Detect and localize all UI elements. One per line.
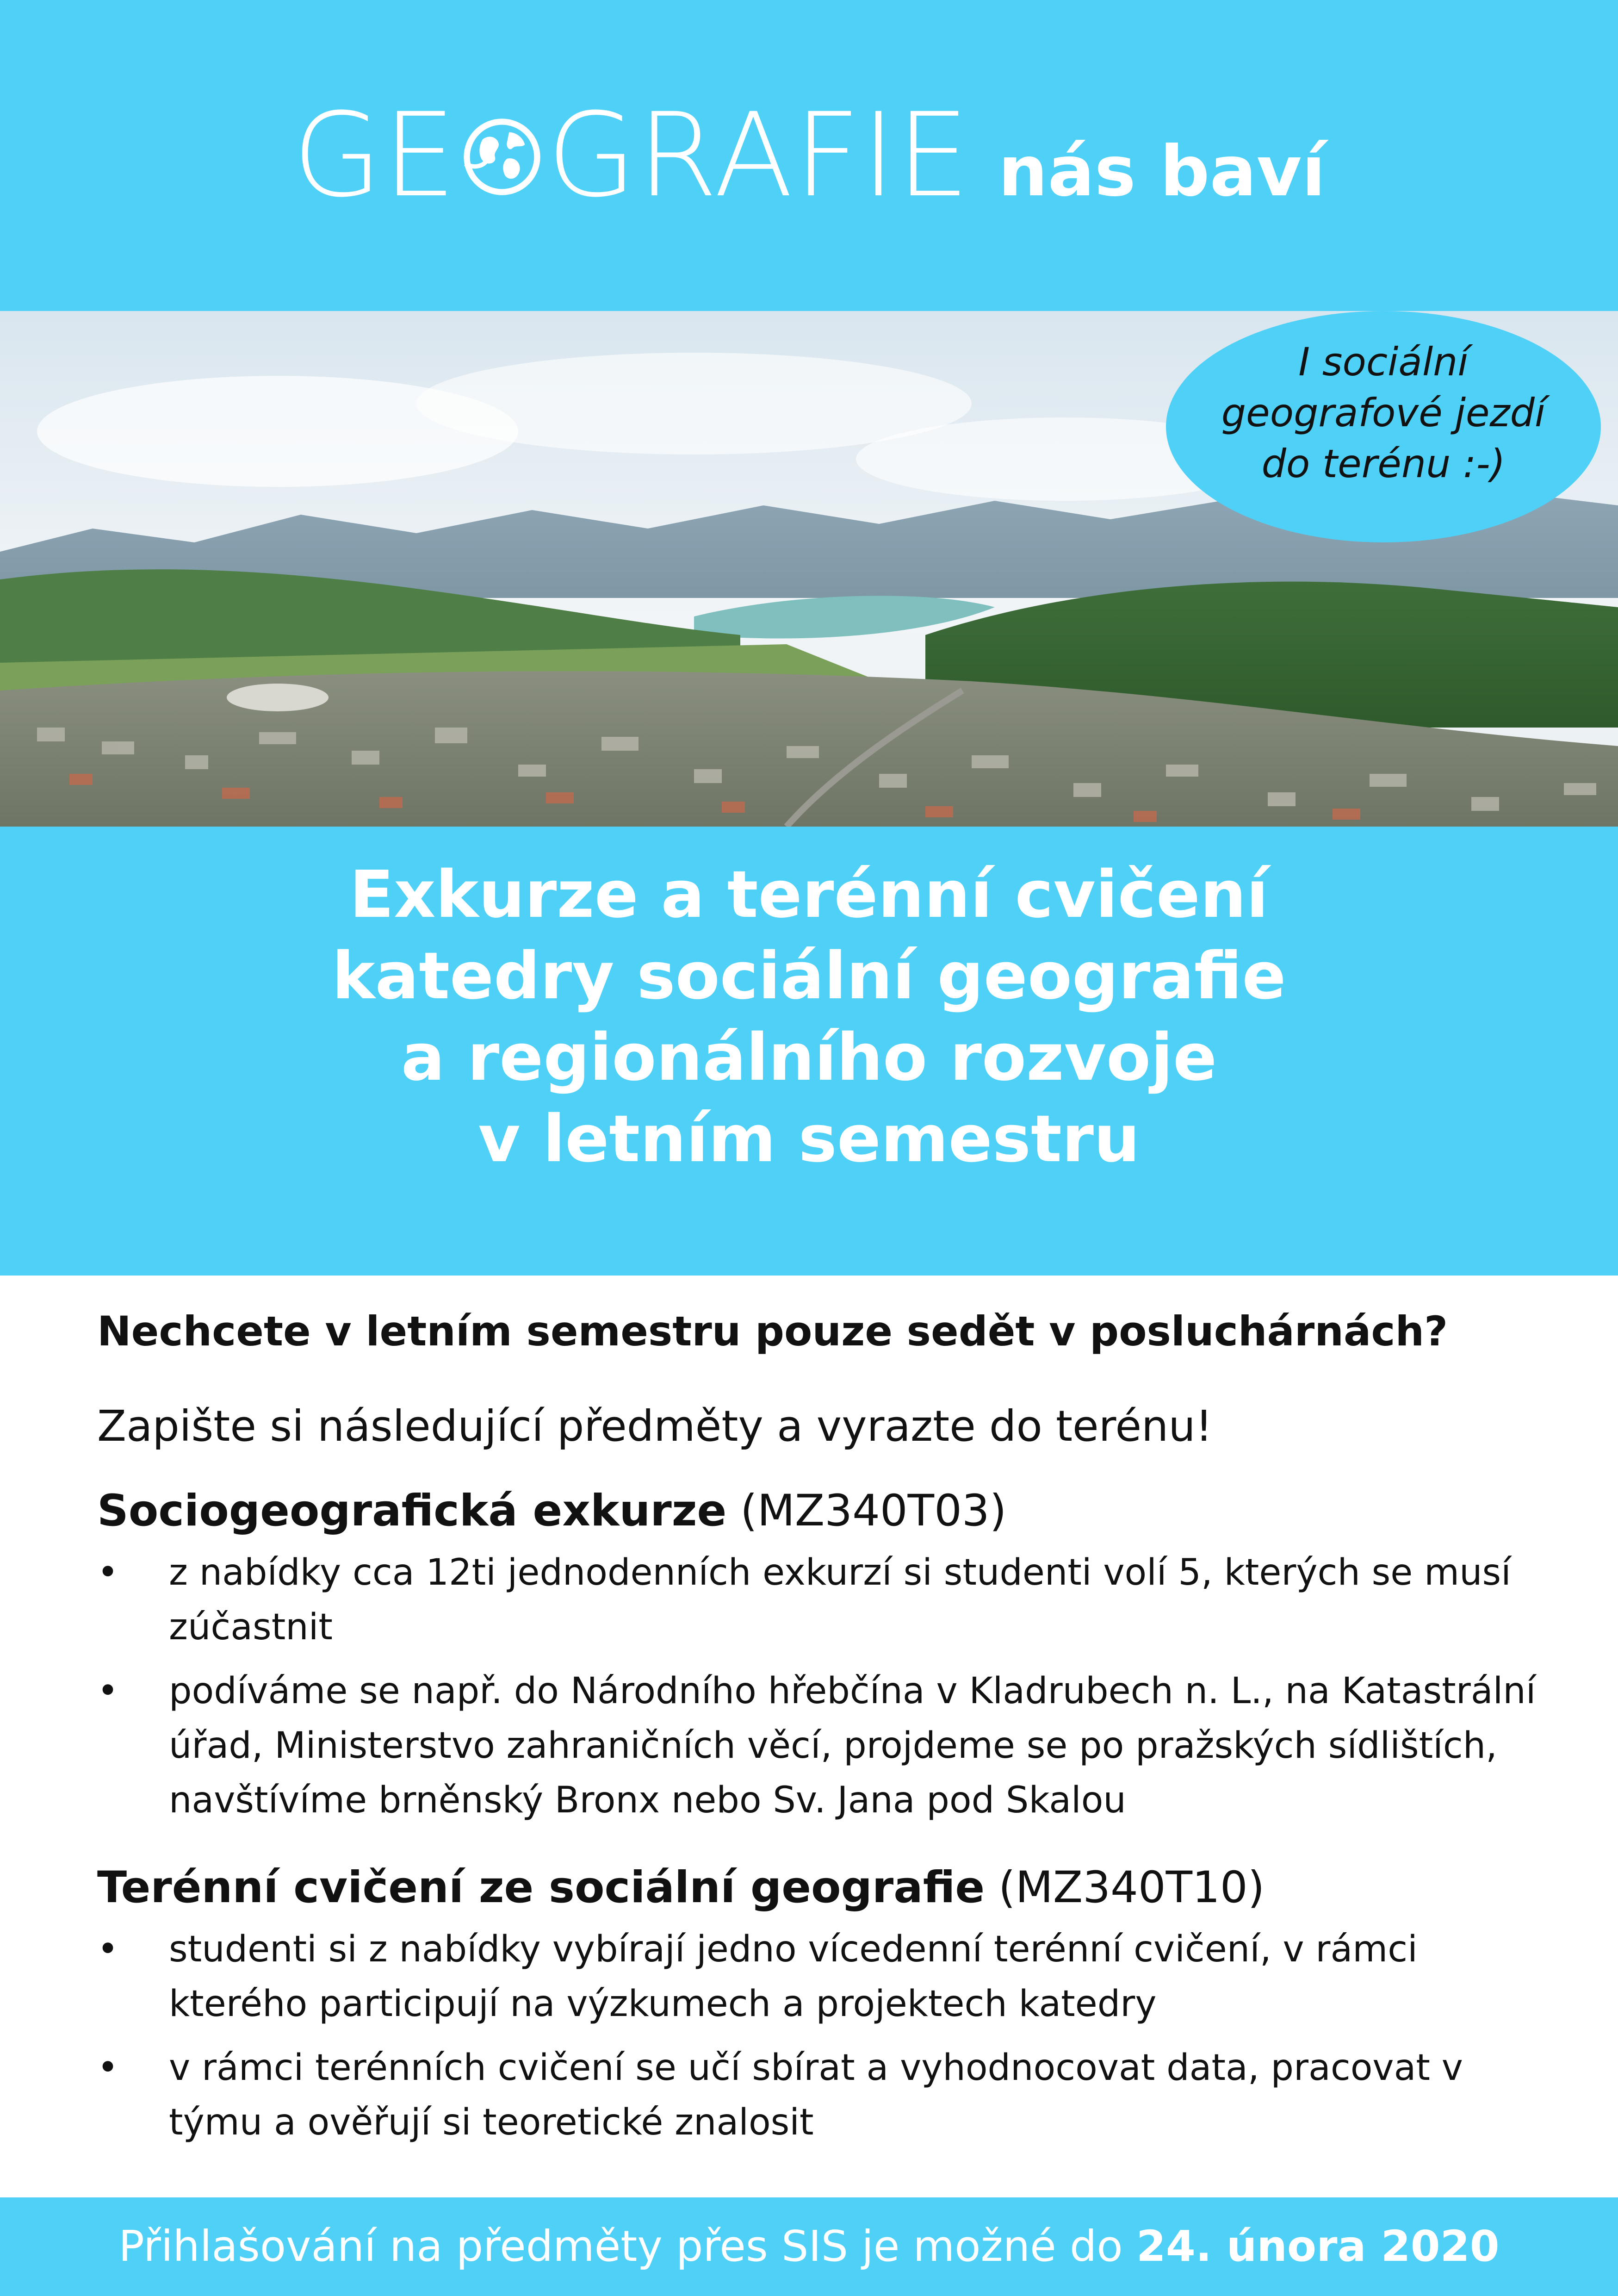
intro-call-to-action: Zapište si následující předměty a vyrazte do terénu! — [97, 1401, 1213, 1451]
list-item — [97, 1664, 1555, 1828]
title-band — [0, 827, 1618, 1276]
globe-icon — [458, 113, 546, 201]
registration-deadline — [0, 2221, 1618, 2271]
bullet-text: z nabídky cca 12ti jednodenních exkurzí si studenti volí 5, kterých se musí zúčastnit — [169, 1552, 1511, 1648]
title-line: Exkurze a terénní cvičení — [349, 857, 1269, 933]
course-bullet-list — [97, 1922, 1555, 2150]
bullet-icon: • — [97, 2047, 119, 2089]
deadline-date: 24. února 2020 — [1136, 2221, 1500, 2271]
title-line: katedry sociální geografie — [332, 939, 1286, 1014]
bubble-line: geografové jezdí — [1221, 390, 1546, 436]
page-title — [0, 854, 1618, 1180]
course-name: Terénní cvičení ze sociální geografie — [97, 1862, 985, 1913]
list-item — [97, 1545, 1555, 1655]
course-name: Sociogeografická exkurze — [97, 1486, 727, 1536]
course-code: (MZ340T10) — [998, 1862, 1265, 1913]
footer-band — [0, 2197, 1618, 2296]
bubble-line: I sociální — [1298, 339, 1469, 385]
speech-bubble — [1157, 311, 1610, 570]
intro-question: Nechcete v letním semestru pouze sedět v posluchárnách? — [97, 1307, 1448, 1355]
bullet-icon: • — [97, 1552, 119, 1593]
main-content — [97, 1307, 1555, 2159]
course-heading — [97, 1486, 1555, 1536]
list-item — [97, 2041, 1555, 2150]
bullet-icon: • — [97, 1929, 119, 1970]
bullet-text: podíváme se např. do Národního hřebčína v Kladrubech n. L., na Katastrální úřad, Ministerstvo zahraničních věcí, projdeme se po pražských sídlištích, navštívíme brněnský Bronx nebo Sv. Jana pod Skalou — [169, 1670, 1536, 1821]
list-item — [97, 1922, 1555, 2031]
logo — [0, 88, 1618, 223]
bullet-text: studenti si z nabídky vybírají jedno vícedenní terénní cvičení, v rámci kterého participují na výzkumech a projektech katedry — [169, 1929, 1418, 2025]
title-line: v letním semestru — [478, 1101, 1140, 1177]
logo-tagline: nás baví — [998, 131, 1326, 212]
bullet-icon: • — [97, 1670, 119, 1712]
bullet-text: v rámci terénních cvičení se učí sbírat a vyhodnocovat data, pracovat v týmu a ověřují si teoretické znalosit — [169, 2047, 1463, 2143]
bubble-text — [1175, 336, 1592, 489]
deadline-text: Přihlašování na předměty přes SIS je možné do — [118, 2221, 1123, 2271]
bubble-line: do terénu :-) — [1261, 441, 1506, 486]
course-bullet-list — [97, 1545, 1555, 1828]
course-code: (MZ340T03) — [740, 1486, 1007, 1536]
title-line: a regionálního rozvoje — [401, 1020, 1217, 1095]
logo-text-start: GE — [292, 88, 457, 223]
course-heading — [97, 1862, 1555, 1913]
logo-text-end: GRAFIE — [546, 88, 971, 223]
header-band — [0, 0, 1618, 311]
